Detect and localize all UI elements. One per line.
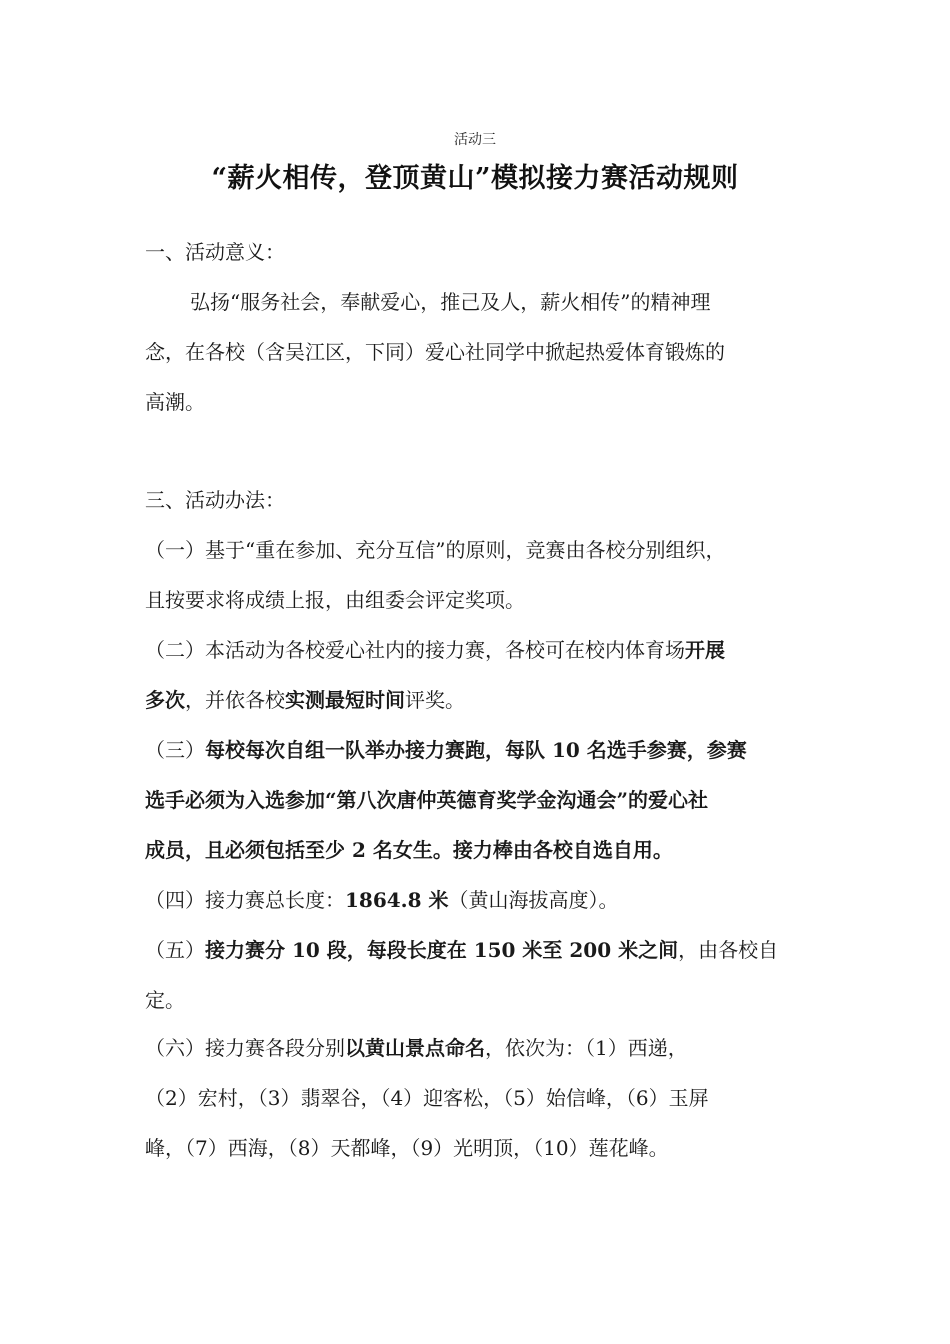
rule-item-2-line xyxy=(145,686,815,714)
section-heading-method: 三、活动办法： xyxy=(145,488,285,512)
rule-item-2-emphasis: 开展 xyxy=(685,638,725,662)
rule-item-5-prefix: （五） xyxy=(145,938,205,962)
rule-item-4-emphasis: 1864.8 米 xyxy=(345,888,449,912)
section-heading-significance: 一、活动意义： xyxy=(145,240,285,264)
rule-item-4-line xyxy=(145,886,815,914)
rule-item-2-emphasis: 实测最短时间 xyxy=(285,688,405,712)
rule-item-2-line xyxy=(145,636,815,664)
rule-item-3-emphasis: 成员，且必须包括至少 2 名女生。接力棒由各校自选自用。 xyxy=(145,838,673,862)
rule-item-5-text: ，由各校自 xyxy=(678,938,779,962)
rule-item-3-emphasis: 选手必须为入选参加“第八次唐仲英德育奖学金沟通会”的爱心社 xyxy=(145,788,709,812)
rule-item-3-prefix: （三） xyxy=(145,738,205,762)
rule-item-2-text: 评奖。 xyxy=(405,688,465,712)
rule-item-2-emphasis: 多次 xyxy=(145,688,185,712)
rule-item-6-text: ，依次为：（1）西递， xyxy=(485,1036,688,1060)
rule-item-1-line: （一）基于“重在参加、充分互信”的原则，竞赛由各校分别组织， xyxy=(145,538,726,562)
rule-item-4-text: （四）接力赛总长度： xyxy=(145,888,345,912)
rule-item-3-line xyxy=(145,836,815,864)
rule-item-6-text: （六）接力赛各段分别 xyxy=(145,1036,345,1060)
rule-item-2-text: （二）本活动为各校爱心社内的接力赛，各校可在校内体育场 xyxy=(145,638,685,662)
rule-item-5-line: 定。 xyxy=(145,988,185,1012)
page-title: “薪火相传，登顶黄山”模拟接力赛活动规则 xyxy=(211,163,739,194)
rule-item-6-line: （2）宏村，（3）翡翠谷，（4）迎客松，（5）始信峰，（6）玉屏 xyxy=(145,1086,709,1110)
rule-item-6-line: 峰，（7）西海，（8）天都峰，（9）光明顶，（10）莲花峰。 xyxy=(145,1136,669,1160)
rule-item-3-line xyxy=(145,786,815,814)
rule-item-1-line: 且按要求将成绩上报，由组委会评定奖项。 xyxy=(145,588,525,612)
rule-item-5-line xyxy=(145,936,815,964)
paragraph-line: 念，在各校（含吴江区，下同）爱心社同学中掀起热爱体育锻炼的 xyxy=(145,340,725,364)
rule-item-3-line xyxy=(145,736,815,764)
rule-item-5-emphasis: 接力赛分 10 段，每段长度在 150 米至 200 米之间 xyxy=(205,938,679,962)
paragraph-line: 弘扬“服务社会，奉献爱心，推己及人，薪火相传”的精神理 xyxy=(190,290,711,314)
rule-item-6-emphasis: 以黄山景点命名 xyxy=(345,1036,485,1060)
activity-label: 活动三 xyxy=(454,132,496,148)
paragraph-line: 高潮。 xyxy=(145,390,205,414)
rule-item-3-emphasis: 每校每次自组一队举办接力赛跑，每队 10 名选手参赛，参赛 xyxy=(205,738,747,762)
rule-item-4-text: （黄山海拔高度）。 xyxy=(448,888,619,912)
rule-item-6-line xyxy=(145,1034,815,1062)
rule-item-2-text: ，并依各校 xyxy=(185,688,285,712)
